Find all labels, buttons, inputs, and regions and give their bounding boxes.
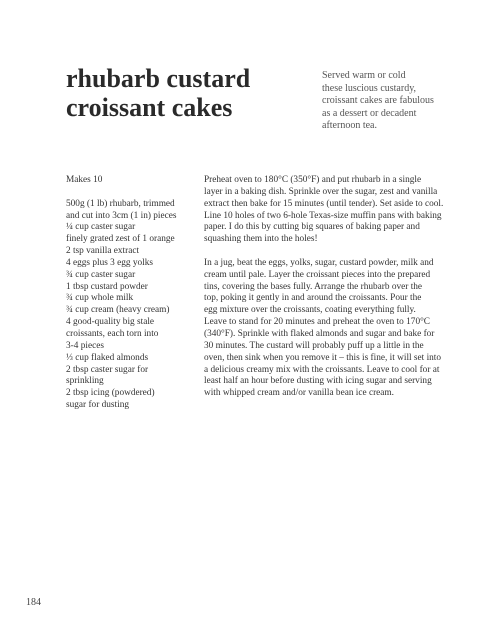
method-line: extract then bake for 15 minutes (until tender). Set aside to cool. (204, 198, 444, 209)
method-line: tins, covering the bases fully. Arrange the rhubarb over the (204, 281, 423, 292)
method-line: In a jug, beat the eggs, yolks, sugar, custard powder, milk and (204, 257, 434, 268)
makes-count: Makes 10 (66, 175, 103, 185)
ingredient-line: ¾ cup whole milk (66, 293, 134, 304)
ingredient-line: 2 tbsp caster sugar for (66, 364, 149, 375)
recipe-intro (322, 70, 472, 133)
method-line: squashing them into the holes! (204, 234, 318, 245)
ingredient-line: finely grated zest of 1 orange (66, 234, 175, 245)
ingredient-line: sprinkling (66, 376, 104, 387)
ingredient-line: 2 tbsp icing (powdered) (66, 388, 155, 399)
intro-line: Served warm or cold (322, 70, 406, 81)
ingredients-column (66, 175, 191, 412)
page-number: 184 (26, 597, 41, 608)
method-line: oven, then sink when you remove it – this is fine, it will set into (204, 352, 442, 363)
ingredient-line: and cut into 3cm (1 in) pieces (66, 210, 177, 221)
method-line: egg mixture over the croissants, coating everything fully. (204, 305, 416, 316)
method-line: with whipped cream and/or vanilla bean ice cream. (204, 388, 394, 399)
method-line: 30 minutes. The custard will probably puff up a little in the (204, 340, 424, 351)
ingredient-line: croissants, each torn into (66, 328, 159, 339)
ingredient-line: 2 tsp vanilla extract (66, 246, 140, 257)
ingredient-line: ⅓ cup flaked almonds (66, 352, 149, 363)
intro-line: afternoon tea. (322, 120, 377, 132)
paragraph-spacer (204, 246, 444, 258)
method-line: (340°F). Sprinkle with flaked almonds and sugar and bake for (204, 328, 435, 339)
ingredient-line: 500g (1 lb) rhubarb, trimmed (66, 198, 175, 209)
method-line: a delicious creamy mix with the croissants. Leave to cool for at (204, 364, 440, 375)
intro-line: croissant cakes are fabulous (322, 95, 434, 107)
ingredient-line: ¼ cup caster sugar (66, 222, 136, 233)
ingredient-line: sugar for dusting (66, 400, 130, 411)
ingredient-line: 1 tbsp custard powder (66, 281, 148, 292)
recipe-title-line-2: croissant cakes (66, 93, 233, 122)
method-line: Leave to stand for 20 minutes and preheat the oven to 170°C (204, 317, 431, 328)
method-line: cream until pale. Layer the croissant pieces into the prepared (204, 269, 431, 280)
method-line: paper. I do this by cutting big squares of baking paper and (204, 222, 420, 233)
ingredient-line: 3-4 pieces (66, 340, 104, 351)
method-line: layer in a baking dish. Sprinkle over the sugar, zest and vanilla (204, 186, 438, 197)
recipe-title-line-1: rhubarb custard (66, 64, 251, 93)
recipe-title (66, 64, 296, 122)
intro-line: as a dessert or decadent (322, 107, 417, 119)
ingredient-line: 4 eggs plus 3 egg yolks (66, 257, 154, 268)
ingredient-line: ¾ cup caster sugar (66, 269, 136, 280)
ingredient-line: ¾ cup cream (heavy cream) (66, 305, 170, 316)
method-line: top, poking it gently in and around the croissants. Pour the (204, 293, 422, 304)
intro-line: these luscious custardy, (322, 82, 417, 94)
method-column (204, 175, 444, 400)
method-line: Preheat oven to 180°C (350°F) and put rhubarb in a single (204, 175, 422, 185)
ingredient-line: 4 good-quality big stale (66, 317, 155, 328)
method-line: least half an hour before dusting with icing sugar and serving (204, 376, 432, 387)
spacer (66, 187, 191, 199)
method-line: Line 10 holes of two 6-hole Texas-size muffin pans with baking (204, 210, 442, 221)
